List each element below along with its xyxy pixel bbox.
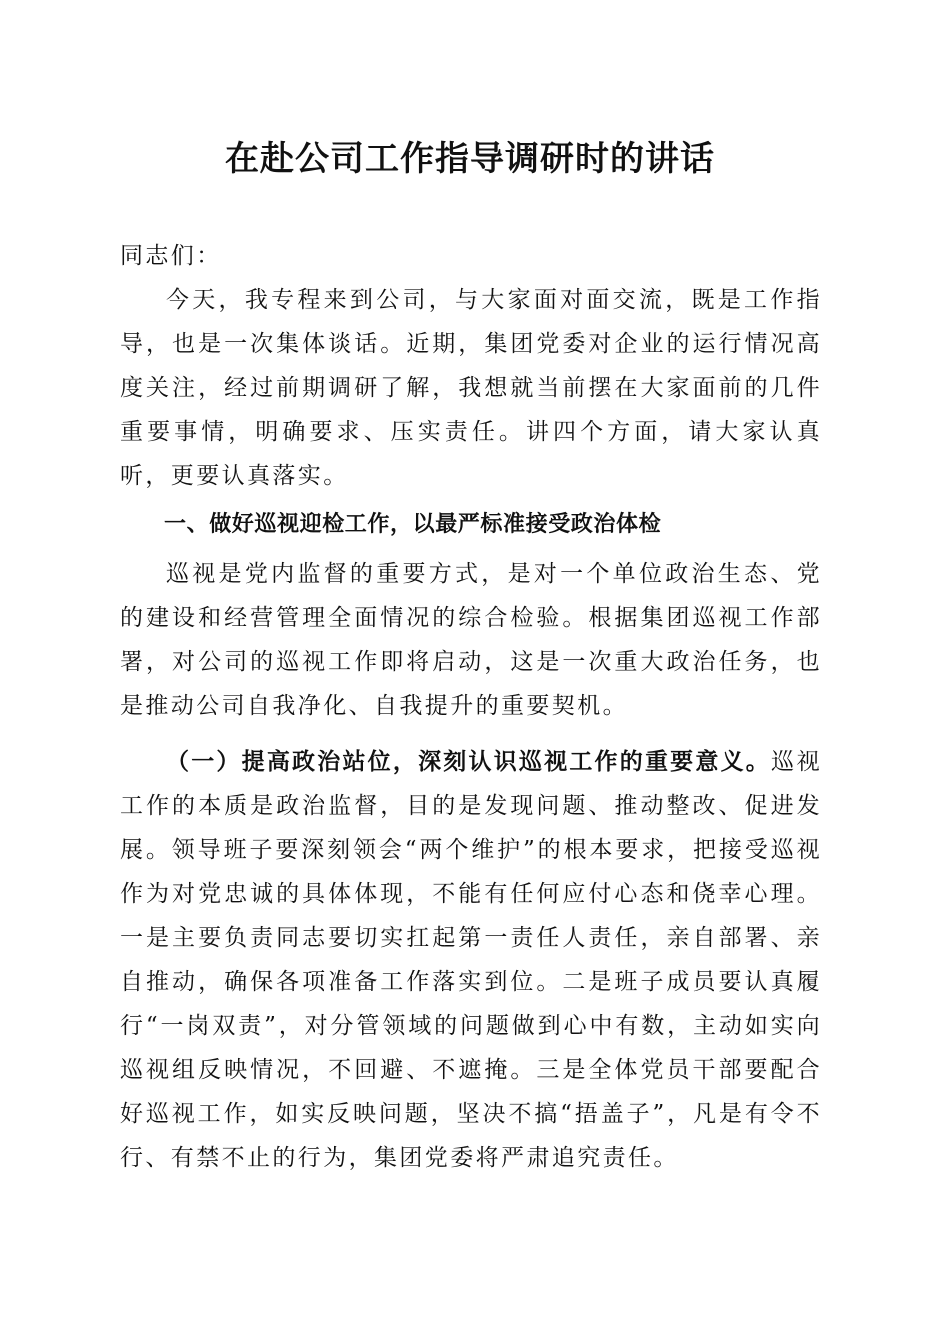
section-heading: 一、做好巡视迎检工作，以最严标准接受政治体检 (164, 512, 662, 537)
subsection-paragraph (120, 740, 822, 1180)
subsection-text: 巡视工作的本质是政治监督，目的是发现问题、推动整改、促进发展。领导班子要深刻领会“两个维护”的根本要求，把接受巡视作为对党忠诚的具体体现，不能有任何应付心态和侥幸心理。一是主要负责同志要切实扛起第一责任人责任，亲自部署、亲自推动，确保各项准备工作落实到位。二是班子成员要认真履行“一岗双责”，对分管领域的问题做到心中有数，主动如实向巡视组反映情况，不回避、不遮掩。三是全体党员干部要配合好巡视工作，如实反映问题，坚决不搞“捂盖子”，凡是有令不行、有禁不止的行为，集团党委将严肃追究责任。 (120, 749, 822, 1171)
document-title: 在赴公司工作指导调研时的讲话 (225, 139, 715, 179)
intro-paragraph: 今天，我专程来到公司，与大家面对面交流，既是工作指导，也是一次集体谈话。近期，集团党委对企业的运行情况高度关注，经过前期调研了解，我想就当前摆在大家面前的几件重要事情，明确要求、压实责任。讲四个方面，请大家认真听，更要认真落实。 (120, 287, 822, 489)
subsection-heading: （一）提高政治站位，深刻认识巡视工作的重要意义。 (166, 748, 771, 775)
section-paragraph: 巡视是党内监督的重要方式，是对一个单位政治生态、党的建设和经营管理全面情况的综合检验。根据集团巡视工作部署，对公司的巡视工作即将启动，这是一次重大政治任务，也是推动公司自我净化、自我提升的重要契机。 (120, 561, 822, 719)
salutation: 同志们： (120, 243, 222, 269)
document-body (120, 234, 822, 1180)
